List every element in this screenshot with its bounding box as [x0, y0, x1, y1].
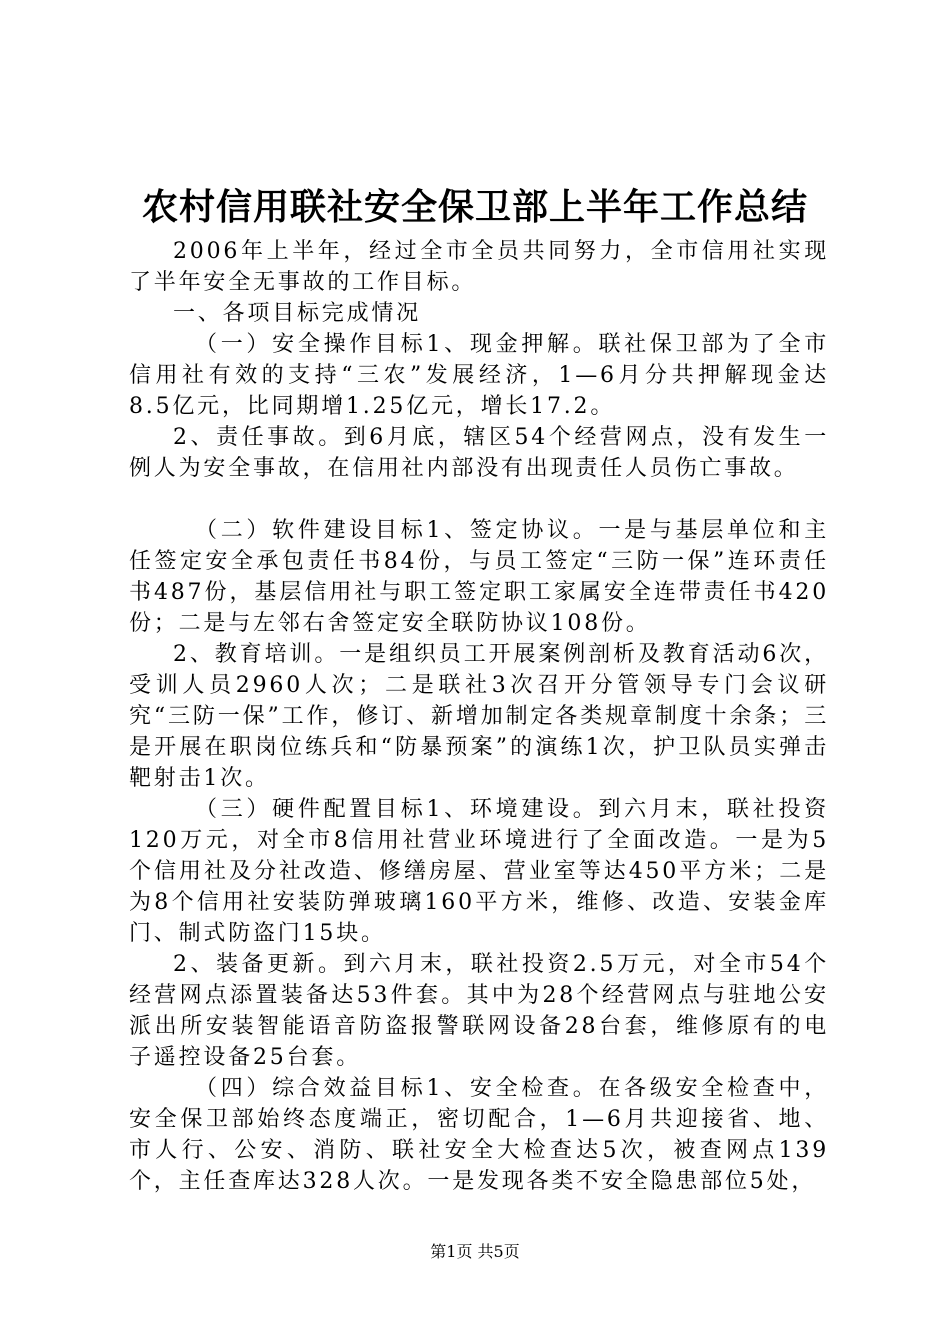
- paragraph-gap: [129, 484, 829, 515]
- paragraph-intro: 2006年上半年，经过全市全员共同努力，全市信用社实现了半年安全无事故的工作目标。: [129, 239, 829, 295]
- section-heading: 一、各项目标完成情况: [173, 301, 422, 326]
- paragraph-liability-accident: 2、责任事故。到6月底，辖区54个经营网点，没有发生一例人为安全事故，在信用社内部没有出现责任人员伤亡事故。: [129, 425, 829, 481]
- document-body: [129, 236, 829, 1197]
- page-footer: 第1页 共5页: [430, 1242, 520, 1261]
- document-title: 农村信用联社安全保卫部上半年工作总结: [141, 187, 808, 228]
- paragraph-safety-operation: （一）安全操作目标1、现金押解。联社保卫部为了全市信用社有效的支持“三农”发展经济，1—6月分共押解现金达8.5亿元，比同期增1.25亿元，增长17.2。: [129, 332, 829, 419]
- paragraph-hardware-configuration: （三）硬件配置目标1、环境建设。到六月末，联社投资120万元，对全市8信用社营业环境进行了全面改造。一是为5个信用社及分社改造、修缮房屋、营业室等达450平方米；二是为8个信用社安装防弹玻璃160平方米，维修、改造、安装金库门、制式防盗门15块。: [129, 797, 829, 946]
- paragraph-equipment-update: 2、装备更新。到六月末，联社投资2.5万元，对全市54个经营网点添置装备达53件套。其中为28个经营网点与驻地公安派出所安装智能语音防盗报警联网设备28台套，维修原有的电子遥控设备25台套。: [129, 952, 829, 1070]
- paragraph-education-training: 2、教育培训。一是组织员工开展案例剖析及教育活动6次，受训人员2960人次；二是联社3次召开分管领导专门会议研究“三防一保”工作，修订、新增加制定各类规章制度十余条；三是开展在职岗位练兵和“防暴预案”的演练1次，护卫队员实弹击靶射击1次。: [129, 642, 829, 791]
- paragraph-comprehensive-benefit: （四）综合效益目标1、安全检查。在各级安全检查中，安全保卫部始终态度端正，密切配合，1—6月共迎接省、地、市人行、公安、消防、联社安全大检查达5次，被查网点139个，主任查库达328人次。一是发现各类不安全隐患部位5处，: [129, 1076, 829, 1194]
- paragraph-software-construction: （二）软件建设目标1、签定协议。一是与基层单位和主任签定安全承包责任书84份，与员工签定“三防一保”连环责任书487份，基层信用社与职工签定职工家属安全连带责任书420份；二是与左邻右舍签定安全联防协议108份。: [129, 518, 829, 636]
